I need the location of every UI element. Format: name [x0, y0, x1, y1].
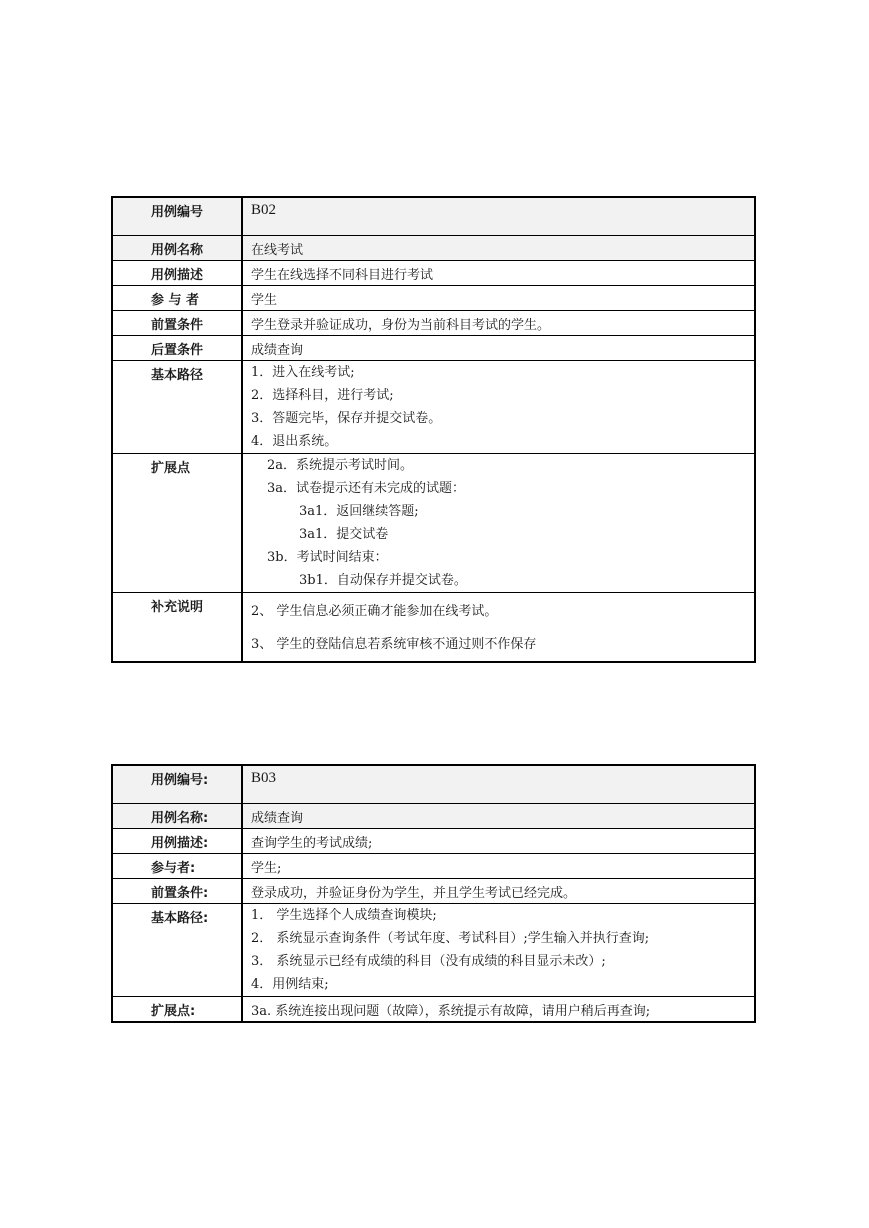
precondition-label: 前置条件:: [112, 879, 242, 904]
use-case-id-label: 用例编号:: [112, 765, 242, 804]
use-case-name-label: 用例名称:: [112, 804, 242, 829]
postcondition-label: 后置条件: [112, 336, 242, 361]
use-case-table-b03: [111, 764, 756, 1023]
use-case-desc-label: 用例描述: [112, 261, 242, 286]
use-case-name-label: 用例名称: [112, 236, 242, 261]
basic-path-step: 1． 学生选择个人成绩查询模块;: [251, 908, 437, 923]
supplement-label: 补充说明: [112, 593, 242, 663]
basic-path-step: 4．退出系统。: [251, 434, 338, 449]
use-case-id-label: 用例编号: [112, 197, 242, 236]
basic-path-step: 3． 系统显示已经有成绩的科目（没有成绩的科目显示未改）;: [251, 954, 606, 969]
supplement-item: 3、 学生的登陆信息若系统审核不通过则不作保存: [251, 637, 537, 652]
extension-label: 扩展点: [112, 454, 242, 593]
actor-label: 参 与 者: [112, 286, 242, 311]
use-case-table-b02: [111, 196, 756, 663]
actor-value: 学生;: [242, 854, 755, 879]
supplement-list: [242, 593, 755, 663]
basic-path-label: 基本路径: [112, 361, 242, 454]
extension-item: 3a．试卷提示还有未完成的试题：: [267, 481, 466, 496]
basic-path-step: 4．用例结束;: [251, 977, 329, 992]
use-case-desc-label: 用例描述:: [112, 829, 242, 854]
precondition-label: 前置条件: [112, 311, 242, 336]
use-case-id-value: B02: [242, 197, 755, 236]
basic-path-list: [242, 361, 755, 454]
extension-label: 扩展点:: [112, 997, 242, 1023]
basic-path-list: [242, 904, 755, 997]
basic-path-step: 2．选择科目，进行考试;: [251, 388, 394, 403]
actor-value: 学生: [242, 286, 755, 311]
basic-path-label: 基本路径:: [112, 904, 242, 997]
extension-list: [242, 454, 755, 593]
basic-path-step: 3．答题完毕，保存并提交试卷。: [251, 411, 442, 426]
extension-value: 3a. 系统连接出现问题（故障），系统提示有故障，请用户稍后再查询;: [242, 997, 755, 1023]
actor-label: 参与者:: [112, 854, 242, 879]
use-case-name-value: 成绩查询: [242, 804, 755, 829]
use-case-desc-value: 学生在线选择不同科目进行考试: [242, 261, 755, 286]
use-case-name-value: 在线考试: [242, 236, 755, 261]
precondition-value: 学生登录并验证成功，身份为当前科目考试的学生。: [242, 311, 755, 336]
postcondition-value: 成绩查询: [242, 336, 755, 361]
supplement-item: 2、 学生信息必须正确才能参加在线考试。: [251, 604, 498, 619]
extension-item: 3b．考试时间结束：: [267, 550, 388, 565]
extension-subitem: 3a1．提交试卷: [299, 527, 389, 542]
extension-subitem: 3b1．自动保存并提交试卷。: [299, 573, 467, 588]
basic-path-step: 2． 系统显示查询条件（考试年度、考试科目）;学生输入并执行查询;: [251, 931, 650, 946]
precondition-value: 登录成功，并验证身份为学生，并且学生考试已经完成。: [242, 879, 755, 904]
basic-path-step: 1．进入在线考试;: [251, 365, 355, 380]
extension-item: 2a．系统提示考试时间。: [267, 458, 414, 473]
extension-subitem: 3a1．返回继续答题;: [299, 504, 419, 519]
use-case-desc-value: 查询学生的考试成绩;: [242, 829, 755, 854]
use-case-id-value: B03: [242, 765, 755, 804]
